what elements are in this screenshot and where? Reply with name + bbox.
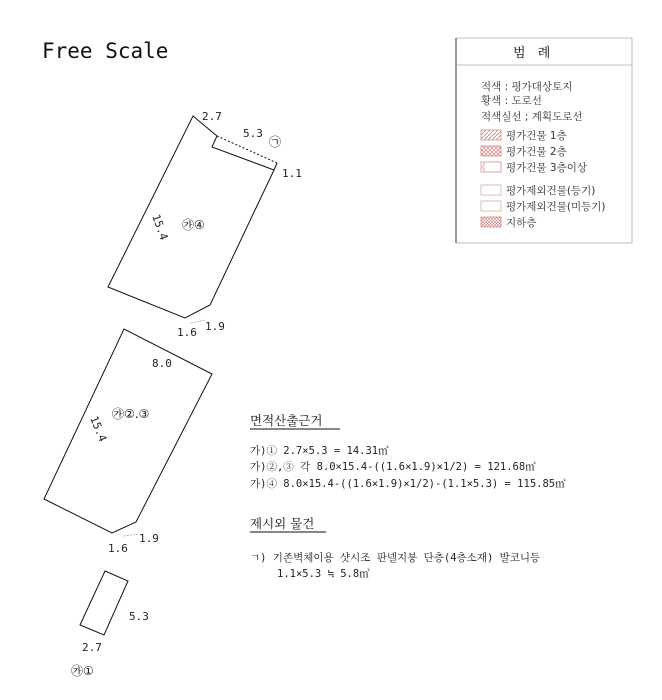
plan-top-edge-d: 15.4 xyxy=(149,212,171,242)
legend-swatch-basement xyxy=(481,217,501,227)
plan-top-label: ㉮④ xyxy=(182,218,205,232)
plan-top xyxy=(108,110,302,339)
area-calc-line-1: 가)① 2.7×5.3 = 14.31㎡ xyxy=(250,445,389,457)
legend-item-red-solid: 적색실선 ; 계획도로선 xyxy=(481,111,583,123)
legend-item-excluded-unreg: 평가제외건물(미등기) xyxy=(506,201,606,213)
plan-bottom-outline xyxy=(80,571,128,635)
legend-item-red: 적색 : 평가대상토지 xyxy=(481,81,573,93)
plan-middle-edge-c: 1.6 xyxy=(108,542,128,555)
plan-bottom xyxy=(71,571,149,678)
plan-bottom-edge-a: 5.3 xyxy=(129,610,149,623)
legend-swatch-excluded-reg xyxy=(481,185,501,195)
plan-top-edge-f: 1.9 xyxy=(205,320,225,333)
area-calc-heading: 면적산출근거 xyxy=(250,413,323,428)
excluded-line-2: 1.1×5.3 ≒ 5.8㎡ xyxy=(277,568,370,580)
drawing-title: Free Scale xyxy=(42,39,169,63)
plan-middle-edge-b: 15.4 xyxy=(87,414,110,444)
plan-top-edge-c: 1.1 xyxy=(282,167,302,180)
legend-swatch-floor1 xyxy=(481,130,501,140)
plan-middle-label: ㉮②.③ xyxy=(112,407,150,421)
area-calc xyxy=(250,413,566,490)
legend xyxy=(456,38,632,243)
legend-item-floor3: 평가건물 3층이상 xyxy=(506,162,588,174)
plan-bottom-edge-b: 2.7 xyxy=(82,641,102,654)
area-calc-line-2: 가)②,③ 각 8.0×15.4-((1.6×1.9)×1/2) = 121.68㎡ xyxy=(250,461,536,473)
legend-swatch-floor2 xyxy=(481,146,501,156)
plan-top-edge-a: 2.7 xyxy=(202,110,222,123)
plan-top-dashed-edge xyxy=(217,136,277,163)
plan-top-outline xyxy=(108,116,277,318)
legend-heading: 범 례 xyxy=(513,46,555,61)
plan-bottom-label: ㉮① xyxy=(71,664,94,678)
legend-item-excluded-reg: 평가제외건물(등기) xyxy=(506,185,596,197)
excluded-items xyxy=(250,516,540,580)
excluded-heading: 제시외 물건 xyxy=(250,516,315,531)
excluded-line-1: ㄱ) 기존벽체이용 샷시조 판넬지붕 단층(4층소재) 발코니등 xyxy=(250,552,541,564)
plan-top-marker: ㉠ xyxy=(269,135,282,149)
legend-swatch-excluded-unreg xyxy=(481,201,501,211)
legend-item-floor2: 평가건물 2층 xyxy=(506,146,567,158)
legend-item-yellow: 황색 : 도로선 xyxy=(481,95,542,107)
plan-top-inner-edge xyxy=(212,136,274,170)
legend-item-basement: 지하층 xyxy=(506,217,537,229)
plan-middle-edge-a: 8.0 xyxy=(152,357,172,370)
plan-middle-edge-d: 1.9 xyxy=(139,532,159,545)
plan-middle-outline xyxy=(44,329,212,533)
plan-top-edge-e: 1.6 xyxy=(177,326,197,339)
plan-middle xyxy=(44,329,212,555)
legend-item-floor1: 평가건물 1층 xyxy=(506,130,567,142)
area-calc-line-3: 가)④ 8.0×15.4-((1.6×1.9)×1/2)-(1.1×5.3) = 115.85㎡ xyxy=(250,478,566,490)
plan-top-edge-b: 5.3 xyxy=(243,127,263,140)
